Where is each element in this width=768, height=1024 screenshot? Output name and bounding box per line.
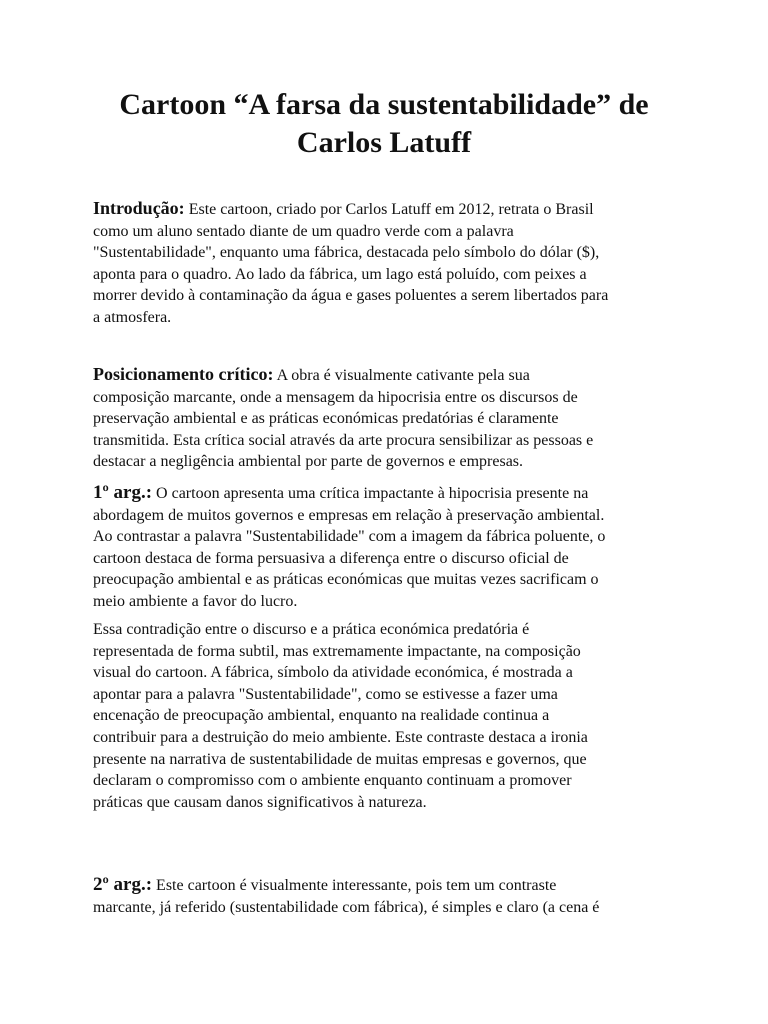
arg1-paragraph <box>93 482 683 613</box>
critical-label: Posicionamento crítico: <box>93 364 274 384</box>
arg1-line-2: abordagem de muitos governos e empresas em relação à preservação ambiental. <box>93 506 605 524</box>
arg1-cont-line-3: visual do cartoon. A fábrica, símbolo da atividade económica, é mostrada a <box>93 664 573 682</box>
critical-text: A obra é visualmente cativante pela sua <box>273 367 530 384</box>
arg1-cont-line-8: declaram o compromisso com o ambiente enquanto continuam a promover <box>93 772 572 790</box>
intro-line-4: aponta para o quadro. Ao lado da fábrica, um lago está poluído, com peixes a <box>93 265 587 283</box>
arg2-line-2: marcante, já referido (sustentabilidade com fábrica), é simples e claro (a cena é <box>93 898 600 916</box>
title-line-2: Carlos Latuff <box>296 126 472 159</box>
intro-text: Este cartoon, criado por Carlos Latuff em 2012, retrata o Brasil <box>184 201 594 218</box>
document-title <box>60 86 708 162</box>
arg1-cont-line-4: apontar para a palavra "Sustentabilidade", como se estivesse a fazer uma <box>93 685 558 703</box>
intro-line-2: como um aluno sentado diante de um quadro verde com a palavra <box>93 222 514 240</box>
arg1-text: O cartoon apresenta uma crítica impactante à hipocrisia presente na <box>152 485 589 502</box>
intro-line-1 <box>93 198 683 221</box>
arg1-cont-line-7: presente na narrativa de sustentabilidade de muitas empresas e governos, que <box>93 750 587 768</box>
arg1-continuation-paragraph <box>93 619 683 813</box>
arg1-cont-line-9: práticas que causam danos significativos à natureza. <box>93 793 427 811</box>
arg2-text: Este cartoon é visualmente interessante, pois tem um contraste <box>152 877 557 894</box>
critical-line-3: preservação ambiental e as práticas económicas predatórias é claramente <box>93 410 559 428</box>
critical-line-1 <box>93 364 683 387</box>
intro-line-6: a atmosfera. <box>93 308 172 326</box>
intro-paragraph <box>93 198 683 329</box>
arg1-cont-line-1: Essa contradição entre o discurso e a prática económica predatória é <box>93 621 530 638</box>
arg2-label: 2º arg.: <box>93 874 153 895</box>
arg1-label: 1º arg.: <box>93 482 153 503</box>
arg1-cont-line-6: contribuir para a destruição do meio ambiente. Este contraste destaca a ironia <box>93 728 588 746</box>
arg2-line-1 <box>93 874 683 897</box>
arg1-line-4: cartoon destaca de forma persuasiva a diferença entre o discurso oficial de <box>93 549 569 567</box>
arg1-line-3: Ao contrastar a palavra "Sustentabilidade" com a imagem da fábrica poluente, o <box>93 528 606 546</box>
arg1-cont-line-2: representada de forma subtil, mas extremamente impactante, na composição <box>93 642 581 660</box>
intro-line-5: morrer devido à contaminação da água e gases poluentes a serem libertados para <box>93 287 609 305</box>
critical-line-5: destacar a negligência ambiental por parte de governos e empresas. <box>93 453 524 471</box>
critical-line-2: composição marcante, onde a mensagem da hipocrisia entre os discursos de <box>93 388 578 406</box>
intro-label: Introdução: <box>93 198 185 218</box>
intro-line-3: "Sustentabilidade", enquanto uma fábrica, destacada pelo símbolo do dólar ($), <box>93 244 600 262</box>
critical-paragraph <box>93 364 683 473</box>
arg1-line-5: preocupação ambiental e as práticas económicas que muitas vezes sacrificam o <box>93 571 599 589</box>
arg1-line-6: meio ambiente a favor do lucro. <box>93 592 298 610</box>
critical-line-4: transmitida. Esta crítica social através da arte procura sensibilizar as pessoas e <box>93 431 594 449</box>
arg1-cont-line-5: encenação de preocupação ambiental, enquanto na realidade continua a <box>93 707 550 725</box>
arg2-paragraph <box>93 874 683 918</box>
arg1-line-1 <box>93 482 683 505</box>
title-line-1: Cartoon “A farsa da sustentabilidade” de <box>119 88 649 121</box>
